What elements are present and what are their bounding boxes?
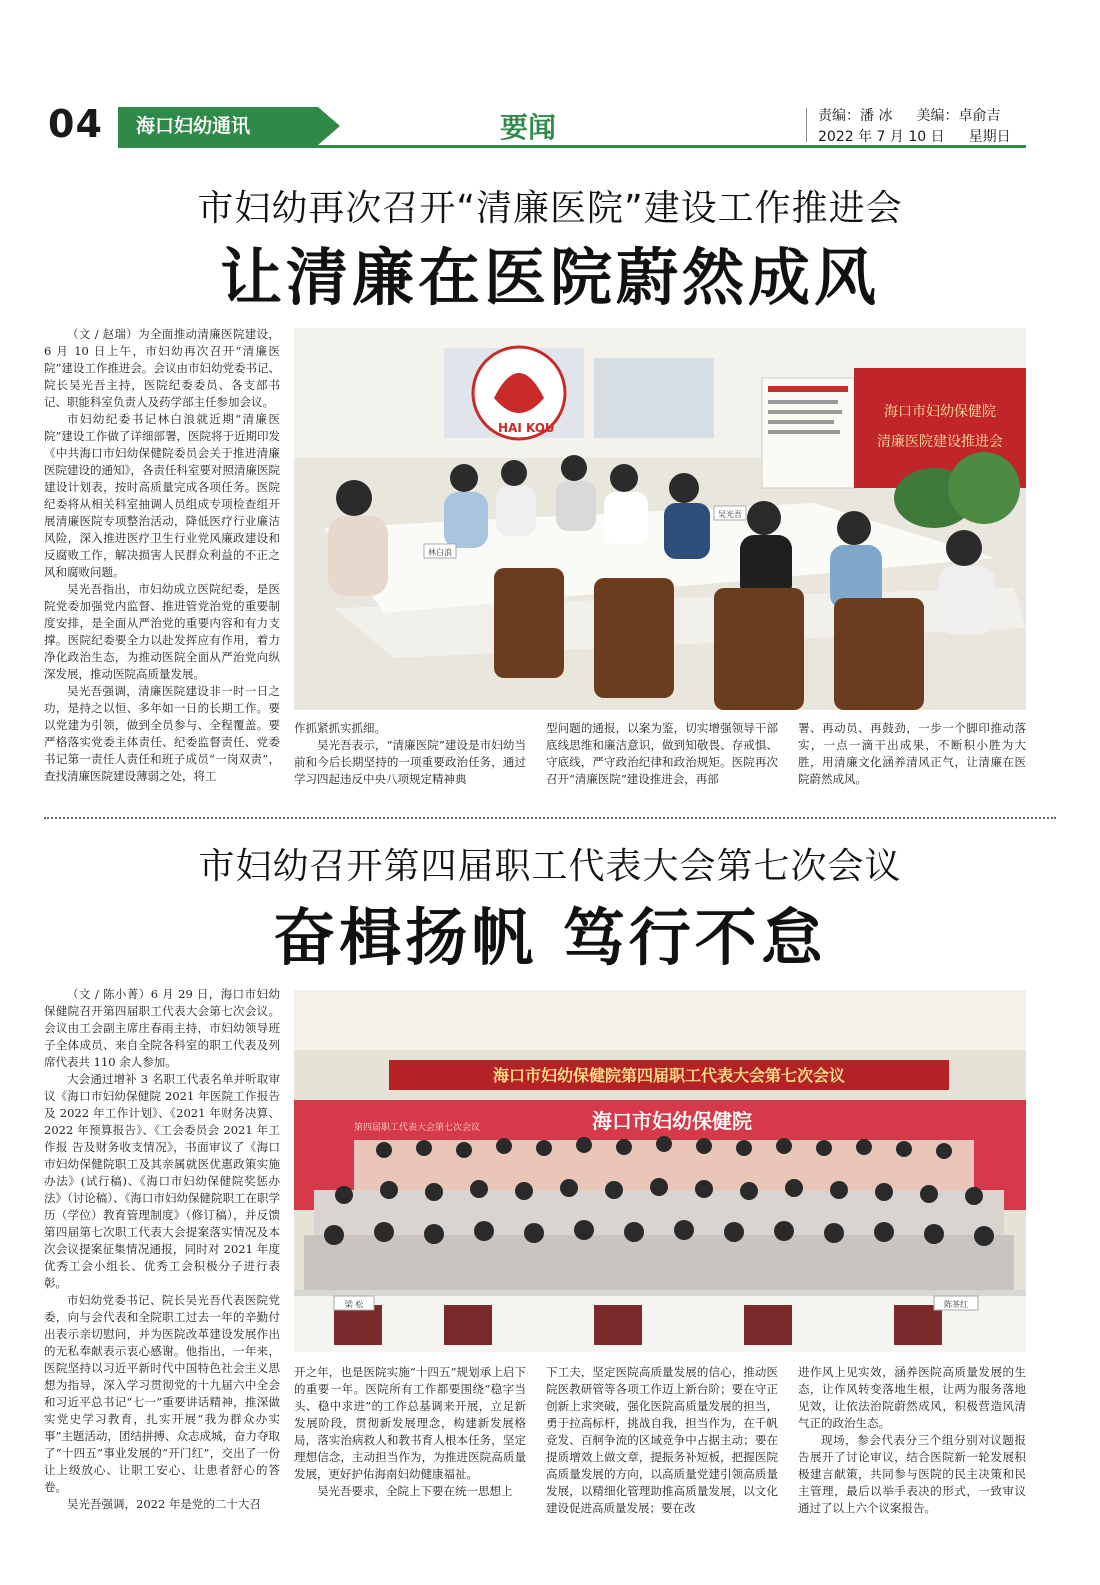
article1-col2 — [294, 720, 526, 788]
article2-col3 — [546, 1364, 778, 1517]
section-title: 要闻 — [500, 111, 557, 144]
article2-col4 — [798, 1364, 1026, 1517]
paragraph: 作抓紧抓实抓细。 — [294, 721, 386, 735]
photo2-nameplate-left: 梁 松 — [344, 1300, 364, 1309]
photo2-nameplate-right: 陈茶红 — [944, 1300, 968, 1309]
group-photo-illustration — [294, 990, 1026, 1352]
photo-banner-line2: 清廉医院建设推进会 — [877, 434, 1003, 450]
paragraph: 吴光吾强调，2022 年是党的二十大召 — [67, 1497, 261, 1511]
paragraph: 大会通过增补 3 名职工代表名单并听取审议《海口市妇幼保健院 2021 年医院工作报告及 2022 年工作计划》、《2021 年财务决算、2022 年预算报告》、《工会委员会 2021 年工作报 告及财务收支情况》，书面审议了《海口市妇幼保健院职工及其亲属就医优惠政策实施办法》(试行稿)、《海口市妇幼保健院奖惩办法》（讨论稿）、《海口市妇幼保健院职工在职学历（学位）教育管理制度》（修订稿），并反馈第四届第七次职工代表大会提案落实情况及本次会议提案征集情况通报，同时对 2021 年度优秀工会小组长、优秀工会积极分子进行表彰。 — [44, 1072, 280, 1290]
issue-weekday: 星期日 — [968, 129, 1011, 145]
nameplate-a: 林白浪 — [428, 548, 452, 557]
paragraph: 进作风上见实效，涵养医院高质量发展的生态，让作风转变落地生根，让两为服务落地见效，让依法治院蔚然成风，积极营造风清气正的政治生态。 — [798, 1365, 1026, 1430]
masthead-divider — [806, 108, 807, 142]
hospital-logo-text: HAI KOU — [498, 421, 555, 435]
designer-credit: 美编：卓俞吉 — [916, 108, 1001, 124]
paragraph: 吴光吾要求，全院上下要在统一思想上 — [317, 1484, 513, 1498]
paragraph: （文 / 赵瑞）为全面推动清廉医院建设，6 月 10 日上午，市妇幼再次召开“清廉医院”建设工作推进会。会议由市妇幼党委书记、院长吴光吾主持，医院纪委委员、各支部书记、职能科室负责人及药学部主任参加会议。 — [44, 327, 280, 409]
paper-name-band: 海口妇幼通讯 — [118, 107, 318, 145]
group-photo — [294, 990, 1026, 1352]
article2-kicker: 市妇幼召开第四届职工代表大会第七次会议 — [198, 846, 902, 887]
editor-credit: 责编：潘 冰 — [818, 108, 893, 124]
article2-headline: 奋楫扬帆 笃行不怠 — [273, 901, 827, 974]
paragraph: 开之年，也是医院实施“十四五”规划承上启下的重要一年。医院所有工作都要围绕“稳字当头、稳中求进”的工作总基调来开展，立足新发展阶段，贯彻新发展理念，构建新发展格局，落实治病救人和教书育人根本任务，坚定理想信念，主动担当作为，为推进医院高质量发展，更好护佑海南妇幼健康福祉。 — [294, 1365, 526, 1481]
paragraph: 市妇幼纪委书记林白浪就近期“清廉医院”建设工作做了详细部署，医院将于近期印发《中共海口市妇幼保健院委员会关于推进清廉医院建设的通知》，各责任科室要对照清廉医院建设计划表，按时高质量完成各项任务。医院纪委将从相关科室抽调人员组成专项检查组开展清廉医院专项整治活动，降低医疗行业廉洁风险，深入推进医疗卫生行业党风廉政建设和反腐败工作，解决损害人民群众利益的不正之风和腐败问题。 — [44, 412, 280, 579]
paragraph: 吴光吾强调，清廉医院建设非一时一日之功，是持之以恒、多年如一日的长期工作。要以党建为引领，做到全员参与、全程覆盖。要严格落实党委主体责任、纪委监督责任、党委书记第一责任人责任和班子成员“一岗双责”，查找清廉医院建设薄弱之处，将工 — [44, 684, 280, 783]
editor-info — [818, 106, 1011, 147]
article2-col1 — [44, 986, 280, 1513]
paragraph: 署、再动员、再鼓劲，一步一个脚印推动落实，一点一滴干出成果，不断积小胜为大胜，用清廉文化涵养清风正气，让清廉在医院蔚然成风。 — [798, 721, 1026, 786]
photo2-banner: 海口市妇幼保健院第四届职工代表大会第七次会议 — [492, 1066, 846, 1085]
paragraph: 吴光吾指出，市妇幼成立医院纪委，是医院党委加强党内监督、推进管党治党的重要制度安排，是全面从严治党的重要内容和有力支撑。医院纪委要全力以赴发挥应有作用，着力净化政治生态，为推动医院全面从严治党向纵深发展，推动医院高质量发展。 — [44, 582, 280, 681]
paragraph: 型问题的通报，以案为鉴，切实增强领导干部底线思维和廉洁意识，做到知敬畏、存戒惧、守底线，严守政治纪律和政治规矩。医院再次召开“清廉医院”建设推进会，再部 — [546, 721, 778, 786]
meeting-photo-illustration — [294, 328, 1026, 710]
photo2-screen-sub: 第四届职工代表大会第七次会议 — [354, 1123, 481, 1133]
paragraph: 现场，参会代表分三个组分别对议题报告展开了讨论审议，结合医院新一轮发展积极建言献策，共同参与医院的民主决策和民主管理，最后以举手表决的形式，一致审议通过了以上六个议案报告。 — [798, 1433, 1026, 1515]
article1-col1 — [44, 326, 280, 785]
article-separator — [44, 817, 1056, 819]
issue-date: 2022 年 7 月 10 日 — [818, 129, 945, 145]
photo-banner-line1: 海口市妇幼保健院 — [884, 404, 996, 420]
nameplate-b: 吴光吾 — [718, 510, 742, 519]
article1-col3 — [546, 720, 778, 788]
paragraph: 市妇幼党委书记、院长吴光吾代表医院党委，向与会代表和全院职工过去一年的辛勤付出表示亲切慰问，并为医院改革建设发展作出的无私奉献表示衷心感谢。他指出，一年来，医院坚持以习近平新时代中国特色社会主义思想为指导，深入学习贯彻党的十九届六中全会和习近平总书记“七一”重要讲话精神，推深做实党史学习教育，扎实开展“我为群众办实事”主题活动，团结拼搏、众志成城，奋力夺取了“十四五”事业发展的“开门红”，交出了一份让上级放心、让职工安心、让患者舒心的答卷。 — [44, 1293, 280, 1494]
paragraph: 下工夫，坚定医院高质量发展的信心，推动医院医教研管等各项工作迈上新台阶；要在守正创新上求突破，强化医院高质量发展的担当，勇于拉高标杆，挑战自我，担当作为，在千帆竞发、百舸争流的区域竞争中占据主动；要在提质增效上做文章，提振务补短板，把握医院高质量发展的方向，以高质量党建引领高质量发展，以精细化管理助推高质量发展，以文化建设促进高质量发展；要在改 — [546, 1365, 778, 1515]
article1-headline: 让清廉在医院蔚然成风 — [219, 241, 880, 314]
article2-col2 — [294, 1364, 526, 1500]
paragraph: （文 / 陈小菁）6 月 29 日，海口市妇幼保健院召开第四届职工代表大会第七次会议。会议由工会副主席庄春雨主持，市妇幼领导班子全体成员、来自全院各科室的职工代表及列席代表共 110 余人参加。 — [44, 987, 280, 1069]
article1-kicker: 市妇幼再次召开“清廉医院”建设工作推进会 — [197, 188, 903, 229]
article1-col4 — [798, 720, 1026, 788]
paragraph: 吴光吾表示，“清廉医院”建设是市妇幼当前和今后长期坚持的一项重要政治任务，通过学习四起违反中央八项规定精神典 — [294, 738, 526, 786]
meeting-photo — [294, 328, 1026, 710]
photo2-screen-title: 海口市妇幼保健院 — [592, 1109, 752, 1133]
page-number: 04 — [48, 102, 103, 146]
